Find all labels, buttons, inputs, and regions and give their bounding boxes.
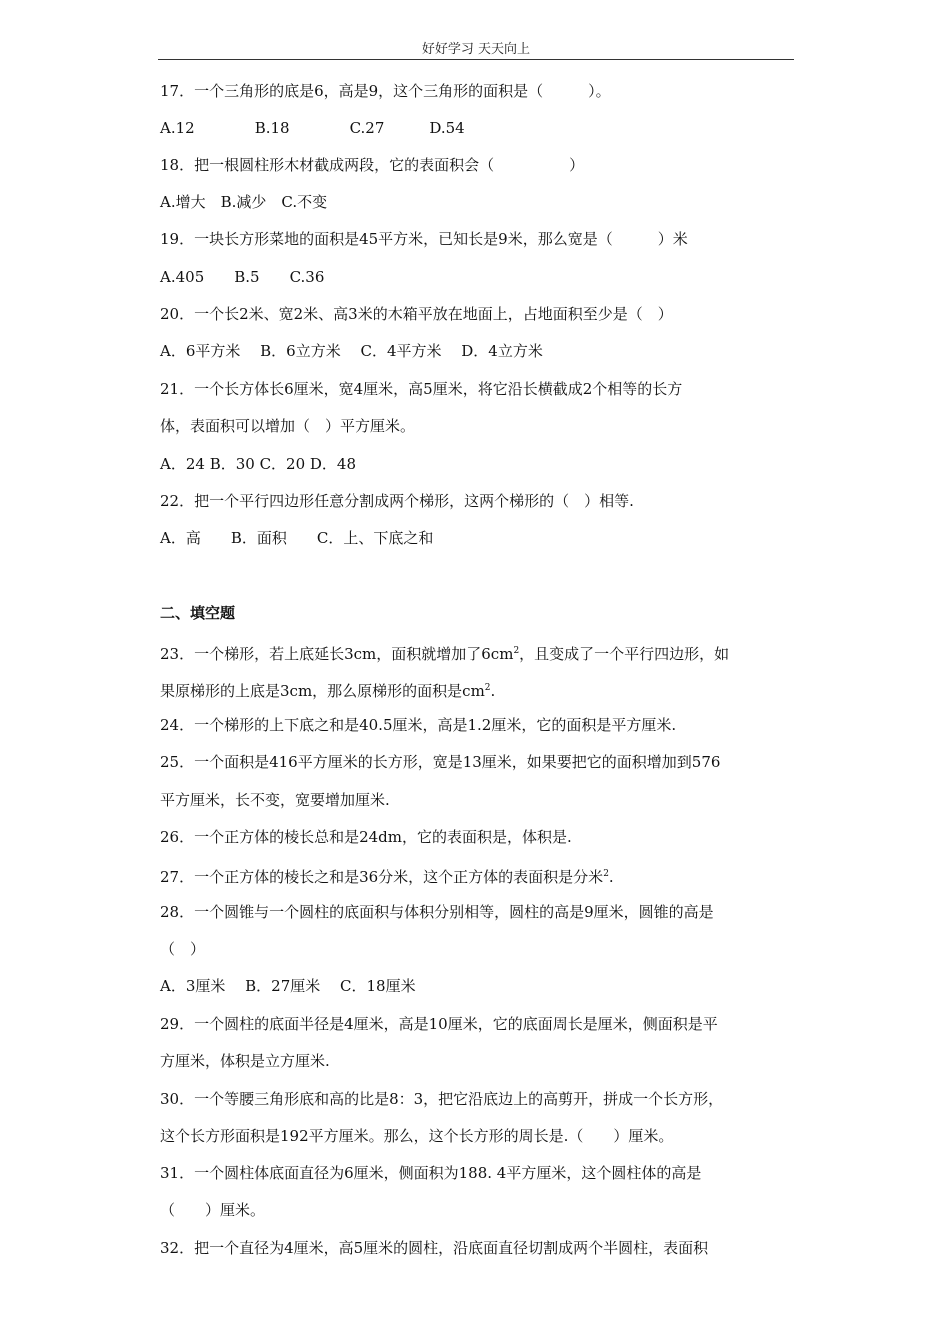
question-31-line1: 31．一个圆柱体底面直径为6厘米，侧面积为188. 4平方厘米，这个圆柱体的高是 <box>160 1164 702 1182</box>
question-27-text: 27．一个正方体的棱长之和是36分米，这个正方体的表面积是分米 <box>160 868 604 886</box>
question-27 <box>160 864 614 887</box>
question-28-line2: （ ） <box>160 940 206 958</box>
superscript-two: 2 <box>484 683 491 693</box>
question-19: 19．一块长方形菜地的面积是45平方米，已知长是9米，那么宽是（ ）米 <box>160 230 688 248</box>
question-30-line1: 30．一个等腰三角形底和高的比是8：3，把它沿底边上的高剪开，拼成一个长方形， <box>160 1090 724 1108</box>
question-21-options: A．24 B．30 C．20 D．48 <box>160 455 357 473</box>
question-32-line1: 32．把一个直径为4厘米，高5厘米的圆柱，沿底面直径切割成两个半圆柱，表面积 <box>160 1239 709 1257</box>
question-18: 18．把一根圆柱形木材截成两段，它的表面积会（ ） <box>160 156 585 174</box>
question-28-options: A．3厘米 B．27厘米 C．18厘米 <box>160 977 416 995</box>
question-20-options: A．6平方米 B．6立方米 C．4平方米 D．4立方米 <box>160 342 543 360</box>
question-23-line1-rest: ，且变成了一个平行四边形，如 <box>519 645 730 663</box>
question-25-line1: 25．一个面积是416平方厘米的长方形，宽是13厘米，如果要把它的面积增加到576 <box>160 753 721 771</box>
question-20: 20．一个长2米、宽2米、高3米的木箱平放在地面上，占地面积至少是（ ） <box>160 305 673 323</box>
question-17: 17．一个三角形的底是6，高是9，这个三角形的面积是（ ）。 <box>160 82 611 100</box>
question-19-options: A.405 B.5 C.36 <box>160 268 325 286</box>
question-31-line2: （ ）厘米。 <box>160 1201 266 1219</box>
header-divider <box>158 59 794 60</box>
superscript-two: 2 <box>603 869 609 879</box>
question-21-line1: 21．一个长方体长6厘米，宽4厘米，高5厘米，将它沿长横截成2个相等的长方 <box>160 380 683 398</box>
section-title-fill-in: 二、填空题 <box>160 604 236 622</box>
page-header: 好好学习 天天向上 <box>421 42 531 57</box>
question-30-line2: 这个长方形面积是192平方厘米。那么，这个长方形的周长是.（ ）厘米。 <box>160 1127 674 1145</box>
question-17-options: A.12 B.18 C.27 D.54 <box>160 119 465 137</box>
question-23-line1 <box>160 641 729 664</box>
question-24: 24．一个梯形的上下底之和是40.5厘米，高是1.2厘米，它的面积是平方厘米. <box>160 716 677 734</box>
question-29-line1: 29．一个圆柱的底面半径是4厘米，高是10厘米，它的底面周长是厘米，侧面积是平 <box>160 1015 718 1033</box>
question-23-line2-rest: . <box>490 682 496 700</box>
question-25-line2: 平方厘米，长不变，宽要增加厘米. <box>160 791 390 809</box>
question-18-options: A.增大 B.减少 C.不变 <box>160 193 328 211</box>
question-22-options: A．高 B．面积 C．上、下底之和 <box>160 529 434 547</box>
question-22: 22．把一个平行四边形任意分割成两个梯形，这两个梯形的（ ）相等. <box>160 492 634 510</box>
question-28-line1: 28．一个圆锥与一个圆柱的底面积与体积分别相等，圆柱的高是9厘米，圆锥的高是 <box>160 903 714 921</box>
question-23-line1-text: 23．一个梯形，若上底延长3cm，面积就增加了6cm <box>160 645 514 663</box>
superscript-two: 2 <box>513 646 520 656</box>
question-26: 26．一个正方体的棱长总和是24dm，它的表面积是，体积是. <box>160 828 572 846</box>
question-23-line2-text: 果原梯形的上底是3cm，那么原梯形的面积是cm <box>160 682 485 700</box>
question-21-line2: 体，表面积可以增加（ ）平方厘米。 <box>160 417 416 435</box>
question-29-line2: 方厘米，体积是立方厘米. <box>160 1052 330 1070</box>
question-27-rest: . <box>608 868 614 886</box>
question-23-line2 <box>160 678 495 701</box>
